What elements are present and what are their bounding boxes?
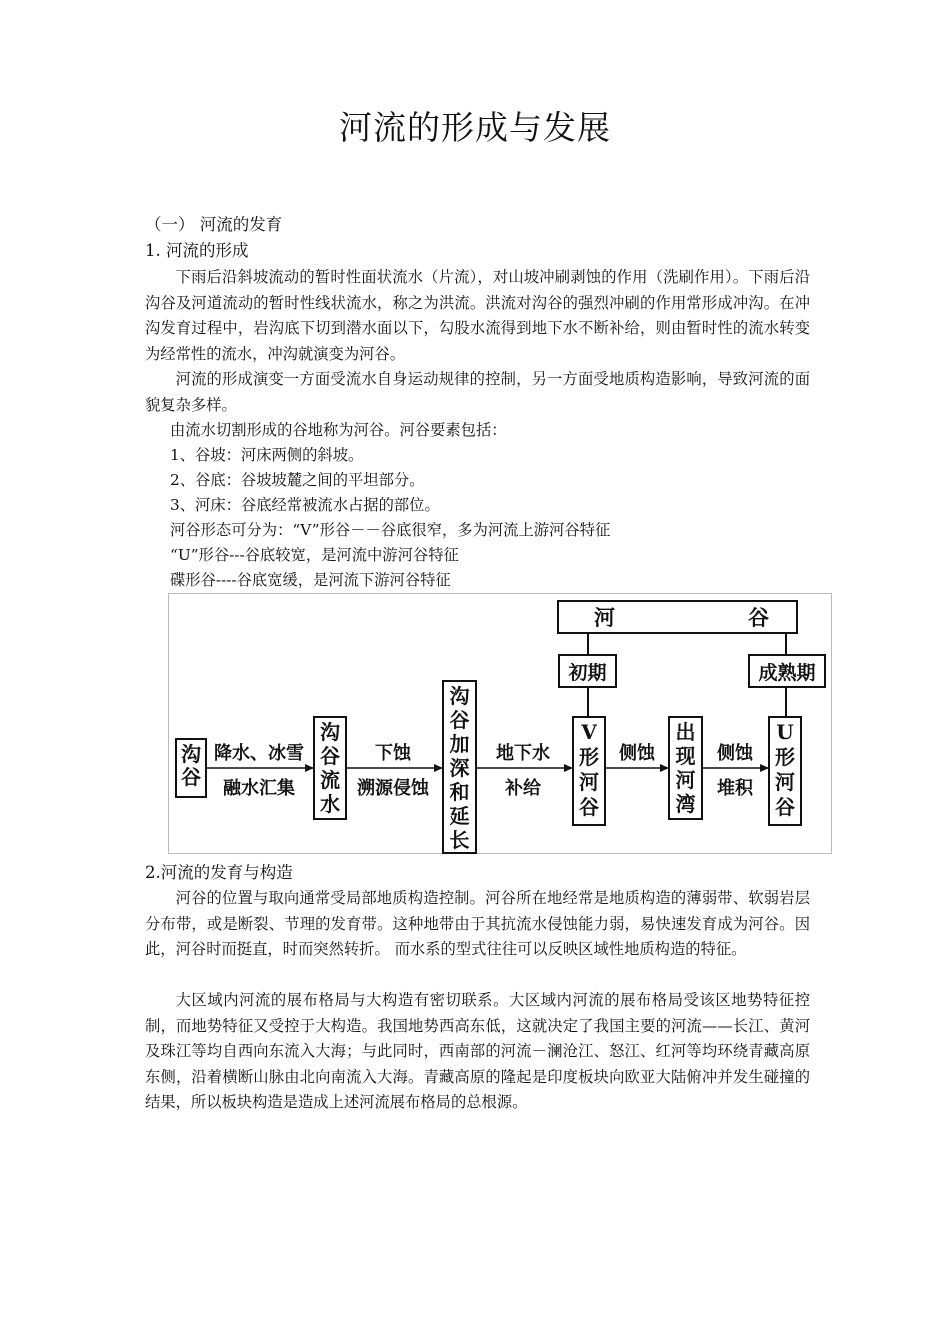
section-heading-1: （一） 河流的发育 [145, 215, 283, 234]
paragraph-structure: 河谷的位置与取向通常受局部地质构造控制。河谷所在地经常是地质构造的薄弱带、软弱岩层分布带，或是断裂、节理的发育带。这种地带由于其抗流水侵蚀能力弱，易快速发育成为河谷。因此，河谷时而挺直，时而突然转折。 而水系的型式往往可以反映区域性地质构造的特征。 [145, 889, 810, 958]
river-valley-box-left: 河 [594, 605, 615, 630]
arrow-5-top-label: 侧蚀 [717, 743, 753, 764]
valley-element-1: 1、谷坡：河床两侧的斜坡。 [170, 446, 364, 464]
valley-form-v: 河谷形态可分为：“V”形谷－－谷底很窄，多为河流上游河谷特征 [170, 521, 611, 539]
paragraph-distribution: 大区域内河流的展布格局与大构造有密切联系。大区域内河流的展布格局受该区地势特征控制，而地势特征又受控于大构造。我国地势西高东低，这就决定了我国主要的河流——长江、黄河及珠江等均自西向东流入大海；与此同时，西南部的河流－澜沧江、怒江、红河等均环绕青藏高原东侧，沿着横断山脉由北向南流入大海。青藏高原的隆起是印度板块向欧亚大陆俯冲并发生碰撞的结果，所以板块构造是造成上述河流展布格局的总根源。 [145, 991, 810, 1111]
early-stage-label: 初期 [568, 662, 607, 684]
river-valley-box-right: 谷 [748, 605, 769, 630]
gully-deepen-label: 沟谷加深和延长 [449, 684, 470, 852]
valley-development-diagram [168, 593, 832, 854]
arrow-1-top-label: 降水、冰雪 [214, 743, 304, 764]
arrow-2-top-label: 下蚀 [375, 743, 411, 764]
v-valley-label: V 形河谷 [579, 720, 599, 819]
valley-element-2: 2、谷底：谷坡坡麓之间的平坦部分。 [170, 471, 425, 489]
paragraph-evolution: 河流的形成演变一方面受流水自身运动规律的控制，另一方面受地质构造影响，导致河流的面貌复杂多样。 [145, 370, 810, 414]
section-heading-2: 2.河流的发育与构造 [145, 863, 293, 882]
gully-label: 沟谷 [181, 742, 201, 789]
subheading-river-formation: 1. 河流的形成 [145, 241, 249, 260]
paragraph-formation: 下雨后沿斜坡流动的暂时性面状流水（片流），对山坡冲刷剥蚀的作用（洗刷作用）。下雨后沿沟谷及河道流动的暂时性线状流水，称之为洪流。洪流对沟谷的强烈冲刷的作用常形成冲沟。在冲沟发育过程中，岩沟底下切到潜水面以下，勾股水流得到地下水不断补给，则由暂时性的流水转变为经常性的流水，冲沟就演变为河谷。 [145, 268, 810, 363]
arrow-5-bottom-label: 堆积 [717, 778, 753, 799]
mature-stage-label: 成熟期 [758, 662, 816, 684]
river-bend-label: 出现河湾 [675, 720, 696, 816]
arrow-3-top-label: 地下水 [496, 743, 550, 764]
arrow-2-bottom-label: 溯源侵蚀 [357, 778, 429, 799]
gully-flow-label: 沟谷流水 [320, 720, 340, 816]
u-valley-label: U 形河谷 [775, 720, 795, 819]
arrow-3-bottom-label: 补给 [505, 778, 541, 799]
valley-element-3: 3、河床：谷底经常被流水占据的部位。 [170, 496, 440, 514]
arrow-4-top-label: 侧蚀 [619, 743, 655, 764]
document-title: 河流的形成与发展 [339, 108, 611, 147]
valley-form-dish: 碟形谷----谷底宽缓，是河流下游河谷特征 [170, 571, 451, 589]
arrow-1-bottom-label: 融水汇集 [223, 778, 295, 799]
valley-form-u: “U”形谷---谷底较宽，是河流中游河谷特征 [170, 546, 459, 564]
valley-definition: 由流水切割形成的谷地称为河谷。河谷要素包括： [170, 421, 507, 439]
